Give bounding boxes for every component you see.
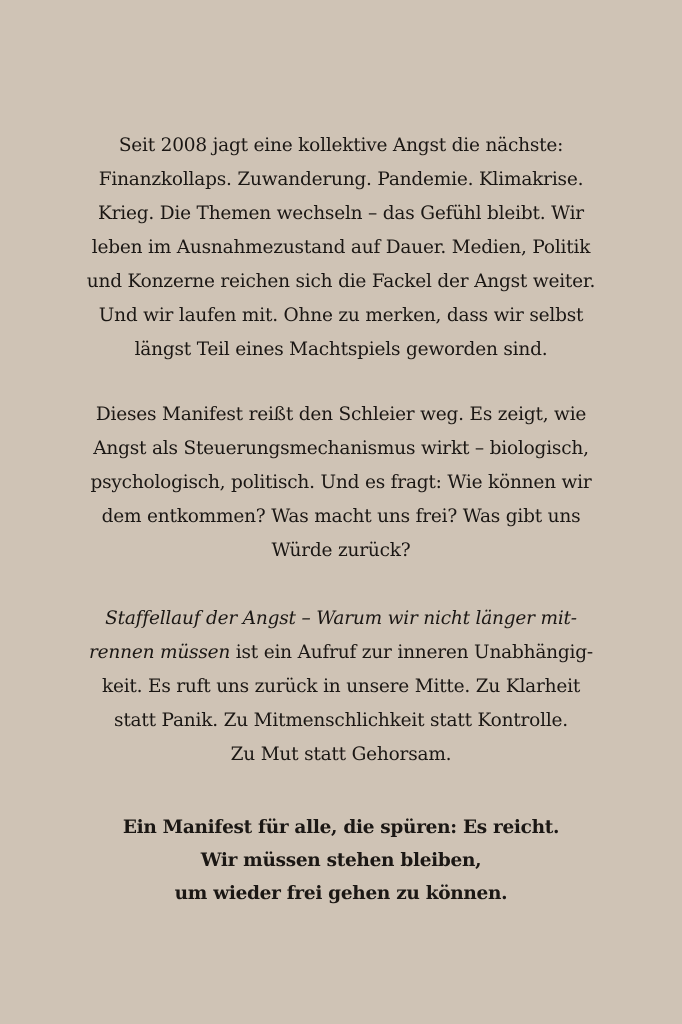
text-line: längst Teil eines Machtspiels geworden sind. [134, 339, 548, 360]
text-line [72, 602, 610, 636]
blurb-paragraph-manifest [72, 398, 610, 568]
text-line: Angst als Steuerungsmechanismus wirkt – biologisch, [93, 438, 589, 459]
text-line: Seit 2008 jagt eine kollektive Angst die nächste: [118, 135, 564, 156]
text-line: Finanzkollaps. Zuwanderung. Pandemie. Klimakrise. [98, 169, 584, 190]
text-line: Dieses Manifest reißt den Schleier weg. Es zeigt, wie [95, 404, 587, 425]
text-line [72, 636, 610, 670]
closing-statement [72, 811, 610, 910]
text-line: Krieg. Die Themen wechseln – das Gefühl bleibt. Wir [98, 203, 584, 224]
text-line: dem entkommen? Was macht uns frei? Was gibt uns [101, 506, 581, 527]
text-line: Ein Manifest für alle, die spüren: Es reicht. [122, 817, 560, 838]
book-title-part2: rennen müssen [89, 642, 231, 663]
text-fragment: ist ein Aufruf zur inneren Unabhängig- [230, 642, 593, 663]
text-line: Zu Mut statt Gehorsam. [230, 744, 452, 765]
text-line: keit. Es ruft uns zurück in unsere Mitte. Zu Klarheit [101, 676, 581, 697]
text-line: Würde zurück? [271, 540, 411, 561]
text-line: statt Panik. Zu Mitmenschlichkeit statt Kontrolle. [114, 710, 568, 731]
text-line: und Konzerne reichen sich die Fackel der Angst weiter. [86, 271, 596, 292]
blurb-paragraph-intro [72, 129, 610, 367]
text-line: leben im Ausnahmezustand auf Dauer. Medien, Politik [91, 237, 591, 258]
text-line: Und wir laufen mit. Ohne zu merken, dass wir selbst [98, 305, 584, 326]
blurb-paragraph-title [72, 602, 610, 772]
text-line: um wieder frei gehen zu können. [174, 883, 508, 904]
text-line: psychologisch, politisch. Und es fragt: Wie können wir [90, 472, 592, 493]
text-line: Wir müssen stehen bleiben, [200, 850, 482, 871]
book-title-part1: Staffellauf der Angst – Warum wir nicht länger mit- [105, 608, 577, 629]
